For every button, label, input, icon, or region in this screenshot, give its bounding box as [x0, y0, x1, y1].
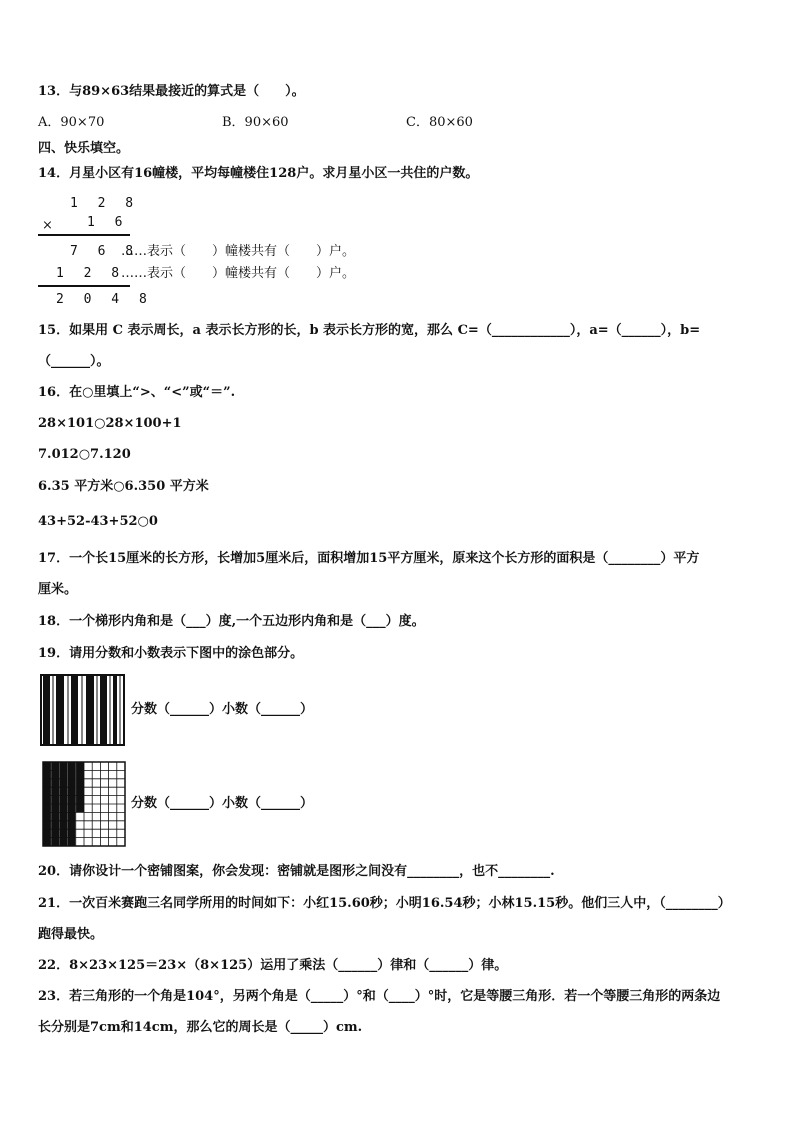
q14-row4-note: ……表示（ ）幢楼共有（ ）户。 [121, 266, 356, 281]
q15-line2: （______）。 [38, 354, 110, 369]
q14-row1: 1 2 8 [70, 196, 140, 211]
q14-row5: 2 0 4 8 [56, 292, 153, 307]
q17-line1: 17．一个长15厘米的长方形，长增加5厘米后，面积增加15平方厘米，原来这个长方形的面积是（________）平方 [38, 551, 700, 566]
q20-text: 20．请你设计一个密铺图案，你会发现：密铺就是图形之间没有________，也不________. [38, 864, 555, 879]
q23-line2: 长分别是7cm和14cm，那么它的周长是（_____）cm. [38, 1020, 363, 1035]
q14-times-sign: × [42, 218, 53, 233]
q21-line1: 21．一次百米赛跑三名同学所用的时间如下：小红15.60秒；小明16.54秒；小林15.15秒。他们三人中，（________） [38, 896, 731, 911]
q18-text: 18．一个梯形内角和是（___）度,一个五边形内角和是（___）度。 [38, 614, 425, 629]
q14-row3-note: ……表示（ ）幢楼共有（ ）户。 [121, 244, 356, 259]
q16-expr-4: 43+52-43+52○0 [38, 514, 158, 529]
q23-line1: 23．若三角形的一个角是104°，另两个角是（_____）°和（____）°时，它是等腰三角形．若一个等腰三角形的两条边 [38, 989, 721, 1004]
q14-rule-1 [38, 234, 130, 236]
q14-row2: 1 6 [87, 215, 129, 230]
q19-figure2-answer: 分数（______）小数（______） [131, 796, 314, 811]
q16-expr-3: 6.35 平方米○6.350 平方米 [38, 479, 209, 494]
q16-expr-2: 7.012○7.120 [38, 447, 131, 462]
q19-figure1-answer: 分数（______）小数（______） [131, 702, 314, 717]
q13-text: 13．与89×63结果最接近的算式是（ ）。 [38, 84, 305, 99]
q13-option-a: A．90×70 [38, 115, 105, 130]
q19-text: 19．请用分数和小数表示下图中的涂色部分。 [38, 646, 304, 661]
q16-expr-1: 28×101○28×100+1 [38, 416, 182, 431]
q17-line2: 厘米。 [38, 582, 78, 597]
q14-row4: 1 2 8 [56, 266, 126, 281]
section-heading: 四、快乐填空。 [38, 141, 130, 156]
q14-rule-2 [38, 285, 130, 287]
q13-option-c: C．80×60 [406, 115, 473, 130]
q19-figure-stripes [40, 674, 126, 746]
q13-option-b: B．90×60 [222, 115, 289, 130]
q22-text: 22．8×23×125＝23×（8×125）运用了乘法（______）律和（______）律。 [38, 958, 508, 973]
q21-line2: 跑得最快。 [38, 927, 104, 942]
q14-text: 14．月星小区有16幢楼，平均每幢楼住128户。求月星小区一共住的户数。 [38, 166, 479, 181]
q15-line1: 15．如果用 C 表示周长，a 表示长方形的长，b 表示长方形的宽，那么 C=（____________），a=（______），b= [38, 323, 701, 338]
q19-figure-grid [42, 761, 126, 847]
q16-text: 16．在○里填上“>、“<”或“＝”. [38, 385, 236, 400]
q14-row3: 7 6 8 [70, 244, 140, 259]
